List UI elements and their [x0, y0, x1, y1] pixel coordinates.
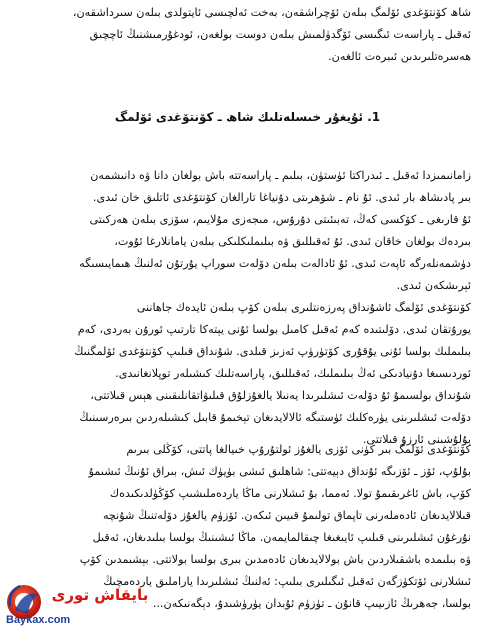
- text-line: بىر پادىشاھ بار ئىدى. ئۇ نام ـ شۆھرىتى دۇنياغا تارالغان كۆنتۆغدى ئاتلىق خان ئىدى.: [92, 191, 471, 204]
- text-line: نۇرغۇن ئىشلىرىنى قىلىپ ئايىغىغا چىقالمايمەن. ماڭا ئىشىنىڭ بولسا بىلىدىغان، ئەقىل: [92, 531, 471, 544]
- text-line: كۆپ، باش ئاغرىقىمۇ تولا. ئەمما، بۇ ئىشلارنى ماڭا ياردەملىشىپ كۆڭۈلدىكىدەك: [109, 487, 471, 500]
- intro-paragraph: [24, 2, 471, 68]
- text-line: بۇلۇشىنى ئارزۇ قىلاتتى.: [362, 433, 471, 446]
- text-line: كۆنتۆغدى ئۆلمگ بىر كۈنى ئۆزى يالغۇز ئولتۇرۇپ خىيالغا پاتتى، كۆڭلى بىرىم: [126, 443, 471, 456]
- text-line: زامانىمىزدا ئەقىل ـ ئىدراكتا ئۈستۈن، بىلىم ـ پاراسەتتە باش بولغان دانا ۋە دانىشمەن: [90, 169, 471, 182]
- text-line: بولسا، جەھرىڭ ئازىيىپ قانۇن ـ تۈزۈم ئۇبدان يۈرۈشىدۇ، دېگەنىكەن...: [152, 597, 471, 610]
- text-line: شاھ كۆنتۆغدى ئۆلمگ بىلەن ئۆچراشقەن، بەخت ئەلچىسى ئايتولدى بىلەن سىرداشقەن،: [72, 6, 471, 19]
- text-line: ھەسرەتلىرىدىن ئىبرەت ئالغەن.: [328, 50, 471, 63]
- text-line: ئۇ قارىغى ـ كۆكسى كەڭ، تەبىئىتى دۇرۇس، مىجەزى مۇلايىم، سۆزى بىلەن ھەركىتى: [89, 213, 471, 226]
- text-line: بىردەك بولغان خاقان ئىدى. ئۇ ئەقىللىق ۋە بىلىملىكلىكى بىلەن يامانلارغا ئۇوت،: [114, 235, 471, 248]
- text-line: دۈشمەنلەرگە ئاپەت ئىدى. ئۇ ئادالەت بىلەن دۆلەت سوراپ يۇرتۇن ئەلنىڭ ھىمايىسىگە: [79, 257, 471, 270]
- body-paragraph-2: [24, 297, 471, 451]
- watermark-logo: [4, 580, 154, 628]
- watermark-url: Baykax.com: [6, 614, 71, 626]
- watermark-brand-text: بايقاش تورى: [51, 586, 149, 604]
- text-line: ئېرىشكەن ئىدى.: [396, 279, 471, 292]
- text-line: ئەقىل ـ پاراسەت ئىگىسى ئۆگدۈلمىش بىلەن دوست بولغەن، ئودغۇرمىشنىڭ ئاچچىق: [89, 28, 471, 41]
- text-line: دۆلەت ئىشلىرىنى يۈرەكلىك ئۈستىگە ئالالايدىغان تېخىمۇ قابىل كىشىلەردىن بىرەرسىنىڭ: [79, 411, 471, 424]
- text-line: قىلالايدىغان ئادەملەرنى تاپماق تولىمۇ قىيىن ئىكەن. ئۆزۈم يالغۇز دۆلەتنىڭ شۇنچە: [102, 509, 471, 522]
- section-heading: 1. ئۇيغۇر خىسلەتلىك شاھ ـ كۆنتۆغدى ئۆلمگ: [114, 110, 381, 124]
- body-paragraph-1: [24, 165, 471, 297]
- text-line: شۇنداق بولسىمۇ ئۇ دۆلەت ئىشلىرىدا يەنىلا يالغۇزلۇق قىلىۋاتقانلىقىنى ھېس قىلاتتى،: [90, 389, 471, 402]
- text-line: يورۇتقان ئىدى. دۆلىتىدە كەم ئەقىل كامىل بولسا ئۇنى يېتەكا تارتىپ ئورۇن بەردى، كەم: [77, 323, 471, 336]
- text-line: بۇلۇپ، ئۆز ـ ئۆزىگە ئۇنداق دېيەتتى: شاھلىق ئىشى بۈيۈك ئىش، بىراق ئۇنىڭ ئىشىمۇ: [88, 465, 471, 478]
- text-line: بىلىملىك بولسا ئۇنى يۇقۇرى كۆتۈرۈپ ئەزىز قىلدى. شۇنداق قىلىپ كۆنتۆغدى ئۆلمگنىڭ: [74, 345, 471, 358]
- text-line: ئوردىسىغا دۇنيادىكى ئەڭ بىلىملىك، ئەقىللىق، پاراسەتلىك كىشىلەر توپلانغانىدى.: [115, 367, 471, 380]
- text-line: كۆنتۆغدى ئۆلمگ ئاشۇنداق پەرزەنتلىرى بىلەن كۆپ بىلەن ئايدەك جاھاننى: [136, 301, 471, 314]
- text-line: ئىشلارنى ئۆتكۈزگەن ئەقىل ئىگىلىرى بىلىپ: ئەلنىڭ ئىشلىرىدا ياراملىق ياردەمچىڭ: [103, 575, 471, 588]
- text-line: ۋە بىلىمدە باشقىلاردىن باش بولالايدىغان ئادەمدىن بىرى بولسا بولاتتى. بېشىمدىن كۆپ: [79, 553, 471, 566]
